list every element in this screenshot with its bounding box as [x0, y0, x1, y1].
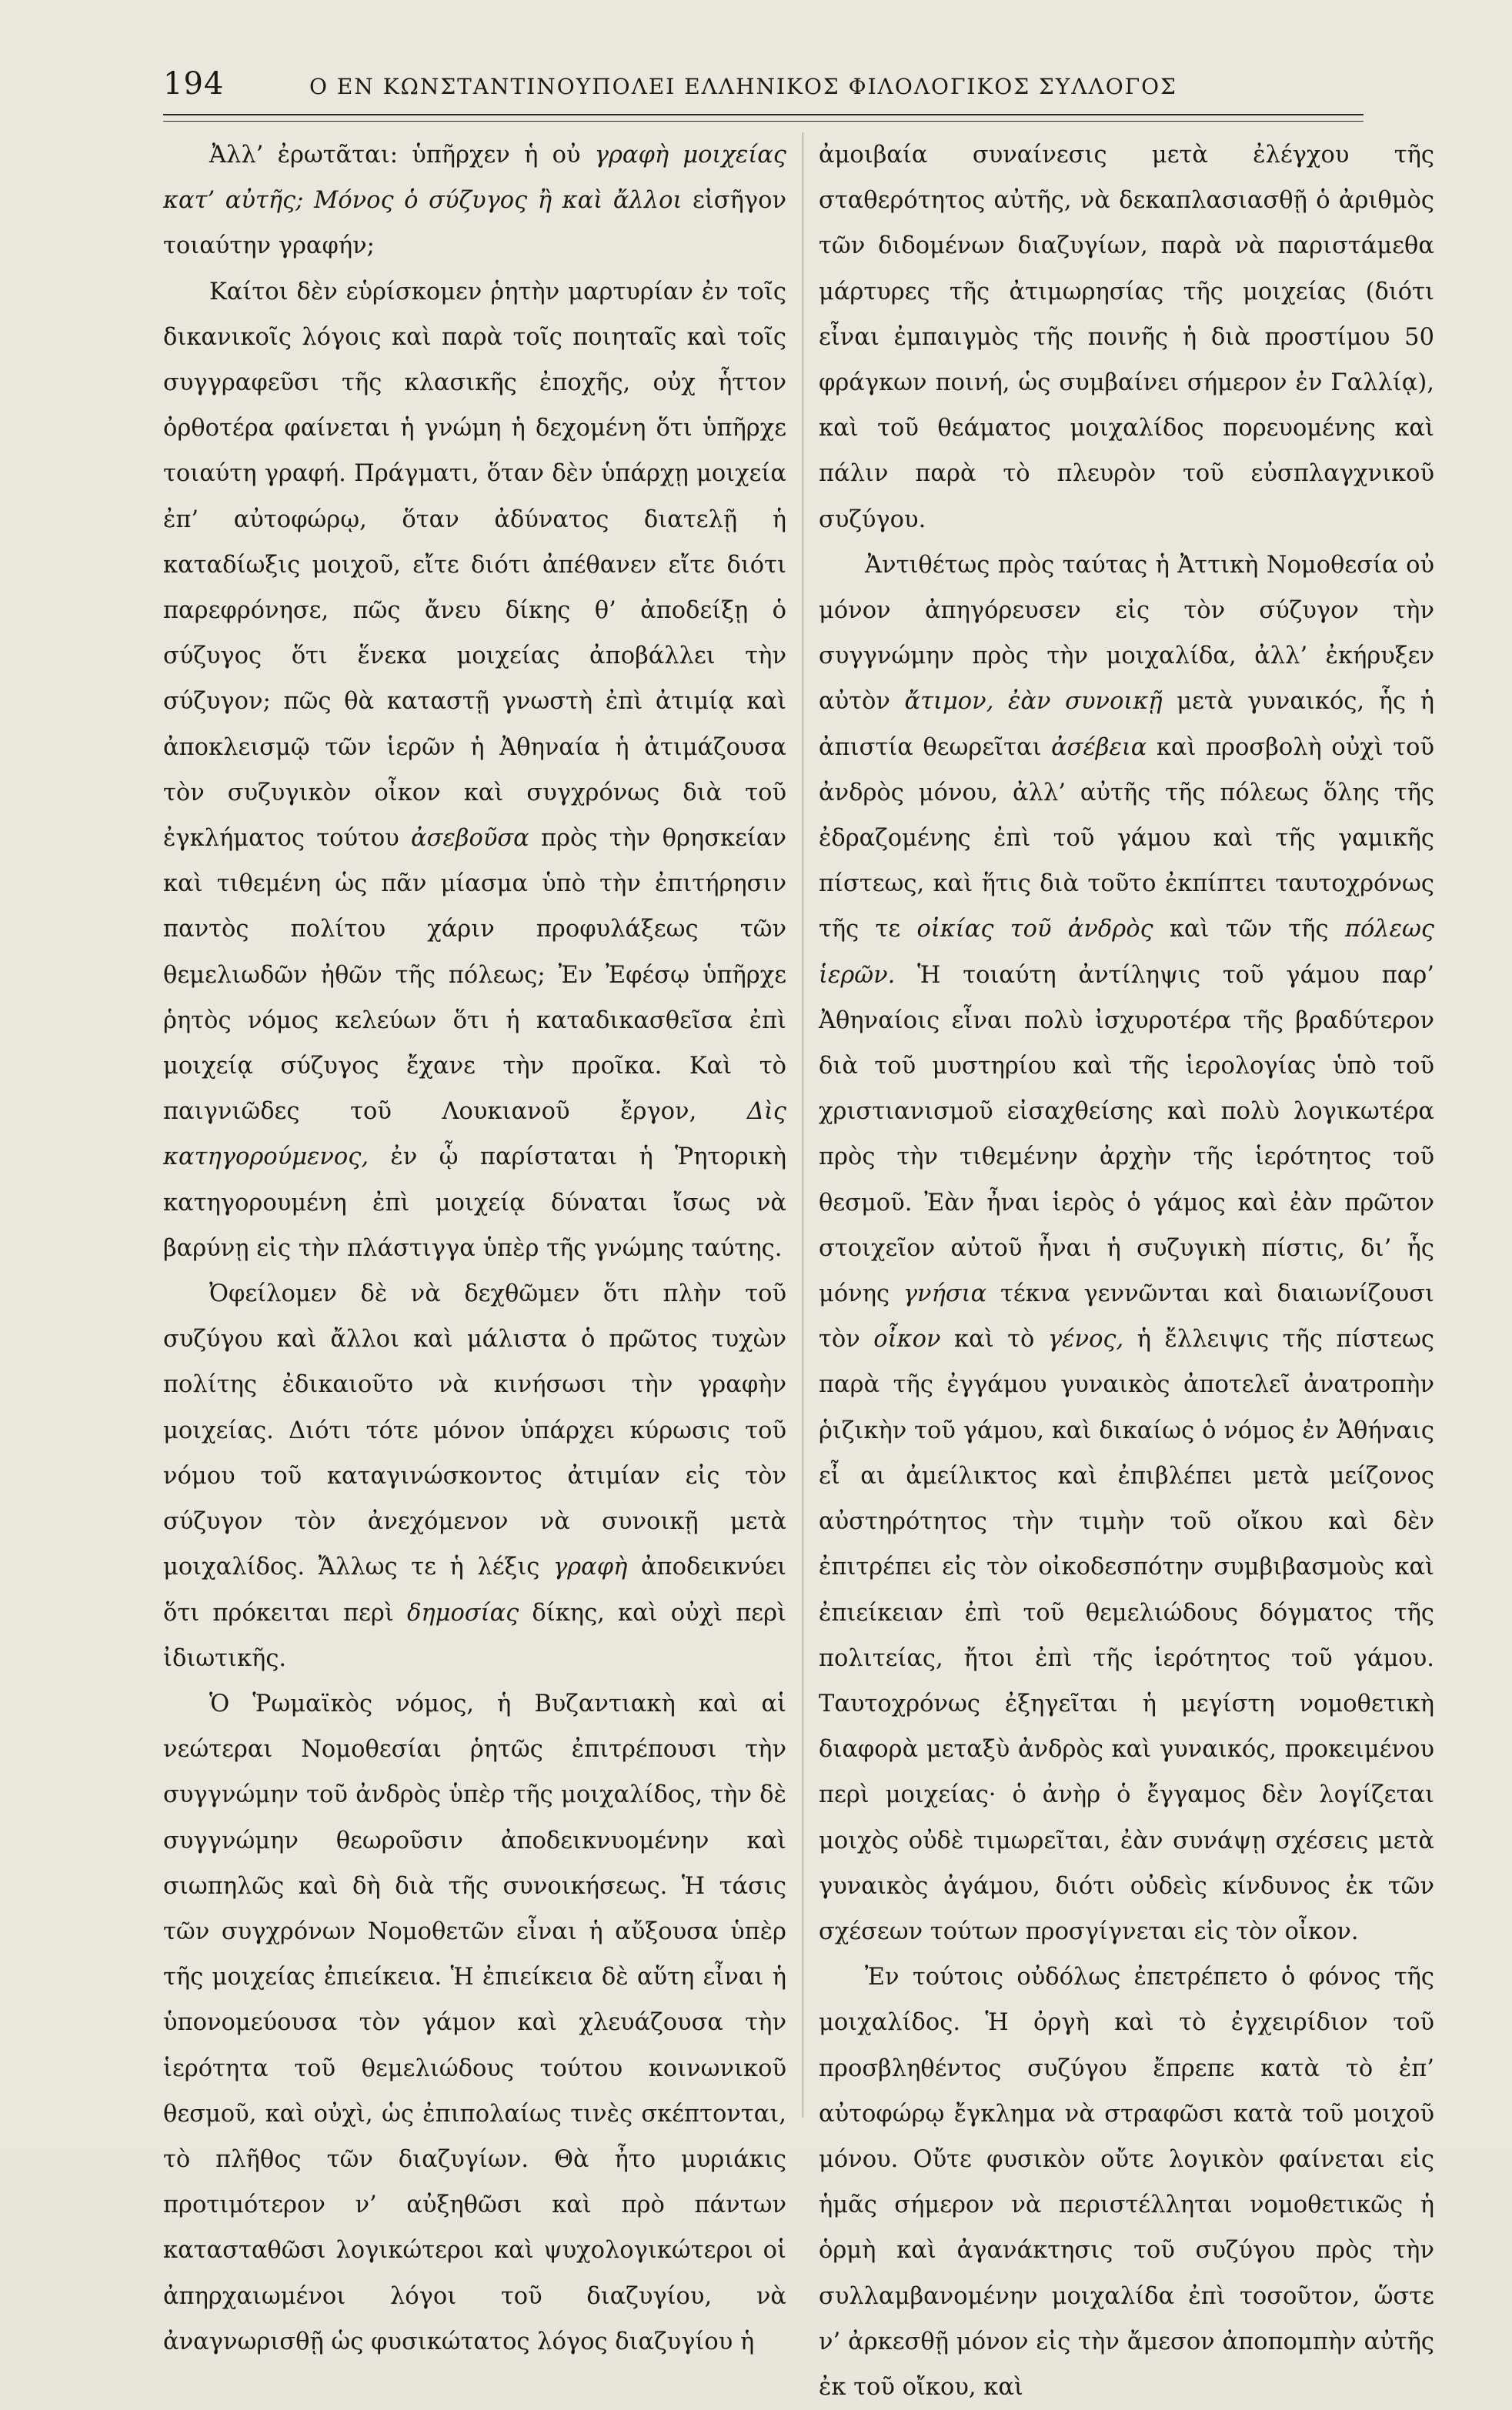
text-run: Ἡ τοιαύτη ἀντίληψις τοῦ γάμου παρ’ Ἀθηναίοις εἶναι πολὺ ἰσχυροτέρα τῆς βραδύτερον διὰ τοῦ μυστηρίου καὶ τῆς ἱερολογίας ὑπὸ τοῦ χριστιανισμοῦ εἰσαχθείσης καὶ πολὺ λογικωτέρα πρὸς τὴν τιθεμένην ἀρχὴν τῆς ἱερότητος τοῦ θεσμοῦ. Ἐὰν ἦναι ἱερὸς ὁ γάμος καὶ ἐὰν πρῶτον στοιχεῖον αὐτοῦ ἦναι ἡ συζυγικὴ πίστις, δι’ ἧς μόνης	[819, 961, 1434, 1308]
italic-text: γένος,	[1047, 1326, 1124, 1354]
italic-text: οἰκίας τοῦ ἀνδρὸς	[916, 916, 1153, 943]
running-head: Ο ΕΝ ΚΩΝΣΤΑΝΤΙΝΟΥΠΟΛΕΙ ΕΛΛΗΝΙΚΟΣ ΦΙΛΟΛΟΓΙΚΟΣ ΣΥΛΛΟΓΟΣ	[309, 74, 1177, 99]
italic-title: Δὶς κατηγορούμενος,	[163, 1098, 786, 1171]
italic-text: ἄτιμον, ἐὰν συνοικῇ	[904, 688, 1163, 716]
text-run: τέκνα γεννῶνται καὶ διαιωνίζουσι τὸν	[819, 1280, 1435, 1354]
text-run: ἀποδεικνύει ὅτι πρόκειται περὶ	[163, 1554, 786, 1627]
italic-text: δημοσίας	[406, 1599, 519, 1627]
italic-text: γραφὴ	[552, 1554, 628, 1581]
right-column	[819, 132, 1435, 2401]
text-run: μετὰ γυναικός, ἧς ἡ ἀπιστία θεωρεῖται	[819, 688, 1434, 761]
italic-text: Μόνος ὁ σύζυγος ἢ καὶ ἄλλοι	[314, 187, 683, 215]
text-run: Ἀλλ’ ἐρωτᾶται: ὑπῆρχεν ἡ οὐ	[209, 142, 595, 169]
left-paragraph-3	[163, 1271, 786, 1681]
italic-text: γνήσια	[903, 1280, 987, 1308]
text-run: Καίτοι δὲν εὑρίσκομεν ῥητὴν μαρτυρίαν ἐν τοῖς δικανικοῖς λόγοις καὶ παρὰ τοῖς ποιηταῖς καὶ τοῖς συγγραφεῦσι τῆς κλασικῆς ἐποχῆς, οὐχ ἧττον ὀρθοτέρα φαίνεται ἡ γνώμη ἡ δεχομένη ὅτι ὑπῆρχε τοιαύτη γραφή. Πράγματι, ὅταν δὲν ὑπάρχῃ μοιχεία ἐπ’ αὐτοφώρῳ, ὅταν ἀδύνατος διατελῇ ἡ καταδίωξις μοιχοῦ, εἴτε διότι ἀπέθανεν εἴτε διότι παρεφρόνησε, πῶς ἄνευ δίκης θ’ ἀποδείξῃ ὁ σύζυγος ὅτι ἕνεκα μοιχείας ἀποβάλλει τὴν σύζυγον; πῶς θὰ καταστῇ γνωστὴ ἐπὶ ἀτιμίᾳ καὶ ἀποκλεισμῷ τῶν ἱερῶν ἡ Ἀθηναία ἡ ἀτιμάζουσα τὸν συζυγικὸν οἶκον καὶ συγχρόνως διὰ τοῦ ἐγκλήματος τούτου	[163, 278, 786, 853]
text-run: εἰσῆγον τοιαύτην γραφήν;	[163, 187, 786, 260]
text-run: δίκης, καὶ οὐχὶ περὶ ἰδιωτικῆς.	[163, 1599, 786, 1672]
italic-text: πόλεως ἱερῶν.	[819, 916, 1434, 989]
text-run: καὶ τῶν τῆς	[1153, 916, 1345, 943]
header-rule	[163, 114, 1363, 122]
left-paragraph-4: Ὁ Ῥωμαϊκὸς νόμος, ἡ Βυζαντιακὴ καὶ αἱ νεώτεραι Νομοθεσίαι ῥητῶς ἐπιτρέπουσι τὴν συγγνώμην τοῦ ἀνδρὸς ὑπὲρ τῆς μοιχαλίδος, τὴν δὲ συγγνώμην θεωροῦσιν ἀποδεικνυομένην καὶ σιωπηλῶς καὶ δὴ διὰ τῆς συνοικήσεως. Ἡ τάσις τῶν συγχρόνων Νομοθετῶν εἶναι ἡ αὔξουσα ὑπὲρ τῆς μοιχείας ἐπιείκεια. Ἡ ἐπιείκεια δὲ αὕτη εἶναι ἡ ὑπονομεύουσα τὸν γάμον καὶ χλευάζουσα τὴν ἱερότητα τοῦ θεμελιώδους τούτου κοινωνικοῦ θεσμοῦ, καὶ οὐχὶ, ὡς ἐπιπολαίως τινὲς σκέπτονται, τὸ πλῆθος τῶν διαζυγίων. Θὰ ἦτο μυριάκις προτιμότερον ν’ αὐξηθῶσι καὶ πρὸ πάντων κατασταθῶσι λογικώτεροι καὶ ψυχολογικώτεροι οἱ ἀπηρχαιωμένοι λόγοι τοῦ διαζυγίου, νὰ ἀναγνωρισθῇ ὡς φυσικώτατος λόγος διαζυγίου ἡ	[163, 1690, 786, 2355]
left-column	[163, 132, 786, 2355]
text-run: ἐν ᾧ παρίσταται ἡ Ῥητορικὴ κατηγορουμένη ἐπὶ μοιχείᾳ δύναται ἴσως νὰ βαρύνῃ εἰς τὴν πλάστιγγα ὑπὲρ τῆς γνώμης ταύτης.	[163, 1143, 786, 1262]
text-run: πρὸς τὴν θρησκείαν καὶ τιθεμένη ὡς πᾶν μίασμα ὑπὸ τὴν ἐπιτήρησιν παντὸς πολίτου χάριν προφυλάξεως τῶν θεμελιωδῶν ἠθῶν τῆς πόλεως; Ἐν Ἐφέσῳ ὑπῆρχε ῥητὸς νόμος κελεύων ὅτι ἡ καταδικασθεῖσα ἐπὶ μοιχείᾳ σύζυγος ἔχανε τὴν προῖκα. Καὶ τὸ παιγνιῶδες τοῦ Λουκιανοῦ ἔργον,	[163, 825, 786, 1126]
left-paragraph-2	[163, 269, 786, 1271]
right-paragraph-3: Ἐν τούτοις οὐδόλως ἐπετρέπετο ὁ φόνος τῆς μοιχαλίδος. Ἡ ὀργὴ καὶ τὸ ἐγχειρίδιον τοῦ προσβληθέντος συζύγου ἔπρεπε κατὰ τὸ ἐπ’ αὐτοφώρῳ ἔγκλημα νὰ στραφῶσι κατὰ τοῦ μοιχοῦ μόνου. Οὔτε φυσικὸν οὔτε λογικὸν φαίνεται εἰς ἡμᾶς σήμερον νὰ περιστέλληται νομοθετικῶς ἡ ὁρμὴ καὶ ἀγανάκτησις τοῦ συζύγου πρὸς τὴν συλλαμβανομένην μοιχαλίδα ἐπὶ τοσοῦτον, ὥστε ν’ ἀρκεσθῇ μόνον εἰς τὴν ἄμεσον ἀποπομπὴν αὐτῆς ἐκ τοῦ οἴκου, καὶ	[819, 1964, 1434, 2401]
text-run	[303, 187, 314, 214]
text-run: Ὀφείλομεν δὲ νὰ δεχθῶμεν ὅτι πλὴν τοῦ συζύγου καὶ ἄλλοι καὶ μάλιστα ὁ πρῶτος τυχὼν πολίτης ἐδικαιοῦτο νὰ κινήσωσι τὴν γραφὴν μοιχείας. Διότι τότε μόνον ὑπάρχει κύρωσις τοῦ νόμου τοῦ καταγινώσκοντος ἀτιμίαν εἰς τὸν σύζυγον τὸν ἀνεχόμενον νὰ συνοικῇ μετὰ μοιχαλίδος. Ἄλλως τε ἡ λέξις	[163, 1280, 786, 1581]
page-header	[163, 62, 1363, 108]
left-paragraph-1	[163, 132, 786, 269]
text-run: ἡ ἔλλειψις τῆς πίστεως παρὰ τῆς ἐγγάμου γυναικὸς ἀποτελεῖ ἀνατροπὴν ῥιζικὴν τοῦ γάμου, καὶ δικαίως ὁ νόμος ἐν Ἀθήναις εἶ αι ἀμείλικτος καὶ ἐπιβλέπει μετὰ μείζονος αὐστηρότητος τὴν τιμὴν τοῦ οἴκου καὶ δὲν ἐπιτρέπει εἰς τὸν οἰκοδεσπότην συμβιβασμοὺς καὶ ἐπιείκειαν ἐπὶ τοῦ θεμελιώδους δόγματος τῆς πολιτείας, ἤτοι ἐπὶ τῆς ἱερότητος τοῦ γάμου. Ταυτοχρόνως ἐξηγεῖται ἡ μεγίστη νομοθετικὴ διαφορὰ μεταξὺ ἀνδρὸς καὶ γυναικός, προκειμένου περὶ μοιχείας· ὁ ἀνὴρ ὁ ἔγγαμος δὲν λογίζεται μοιχὸς οὐδὲ τιμωρεῖται, ἐὰν συνάψῃ σχέσεις μετὰ γυναικὸς ἀγάμου, διότι οὐδεὶς κίνδυνος ἐκ τῶν σχέσεων τούτων προσγίγνεται εἰς τὸν οἶκον.	[819, 1326, 1434, 1945]
text-run: καὶ προσβολὴ οὐχὶ τοῦ ἀνδρὸς μόνου, ἀλλ’ αὐτῆς τῆς πόλεως ὅλης τῆς ἐδραζομένης ἐπὶ τοῦ γάμου καὶ τῆς γαμικῆς πίστεως, καὶ ἥτις διὰ τοῦτο ἐκπίπτει ταυτοχρόνως τῆς τε	[819, 733, 1434, 943]
right-paragraph-1: ἀμοιβαία συναίνεσις μετὰ ἐλέγχου τῆς σταθερότητος αὐτῆς, νὰ δεκαπλασιασθῇ ὁ ἀριθμὸς τῶν διδομένων διαζυγίων, παρὰ νὰ παριστάμεθα μάρτυρες τῆς ἀτιμωρησίας τῆς μοιχείας (διότι εἶναι ἐμπαιγμὸς τῆς ποινῆς ἡ διὰ προστίμου 50 φράγκων ποινή, ὡς συμβαίνει σήμερον ἐν Γαλλίᾳ), καὶ τοῦ θεάματος μοιχαλίδος πορευομένης καὶ πάλιν παρὰ τὸ πλευρὸν τοῦ εὐσπλαγχνικοῦ συζύγου.	[819, 142, 1434, 533]
page-number: 194	[163, 66, 225, 102]
right-paragraph-2	[819, 542, 1434, 1954]
italic-text: οἶκον	[873, 1326, 941, 1354]
text-run: καὶ τὸ	[940, 1326, 1048, 1354]
italic-text: γραφὴ μοιχείας κατ’ αὐτῆς;	[163, 142, 786, 215]
italic-text: ἀσεβοῦσα	[411, 825, 529, 853]
italic-text: ἀσέβεια	[1051, 733, 1147, 761]
text-run: Ἀντιθέτως πρὸς ταύτας ἡ Ἀττικὴ Νομοθεσία οὐ μόνον ἀπηγόρευσεν εἰς τὸν σύζυγον τὴν συγγνώμην πρὸς τὴν μοιχαλίδα, ἀλλ’ ἐκήρυξεν αὐτὸν	[819, 551, 1434, 716]
